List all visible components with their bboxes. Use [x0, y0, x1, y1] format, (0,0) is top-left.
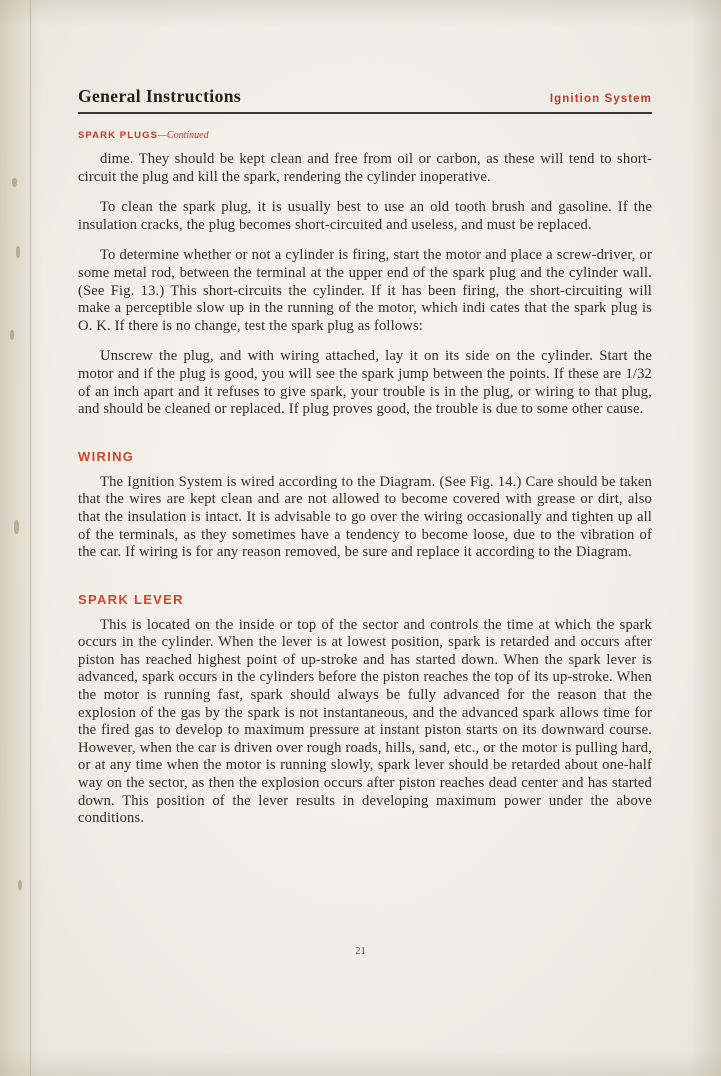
paragraph: This is located on the inside or top of the sector and controls the time at which the spark occurs in the cylinder. When the lever is at lowest position, spark is retarded and occurs after piston has reached highest point of up-stroke and has started down. When the spark lever is advanced, spark occurs in the cylinders before the piston reaches the top of its up-stroke. When the motor is running fast, spark should always be fully advanced for the reason that the explosion of the gas by the spark is not instantaneous, and the advanced spark allows time for the fired gas to develop to maximum pressure at instant piston starts on its downward course. However, when the car is driven over rough roads, hills, sand, etc., or the motor is pulling hard, or at any time when the motor is running slowly, spark lever should be retarded about one-half way on the sector, as then the explosion occurs after piston reaches dead center and has started down. This position of the lever results in developing maximum power under the above conditions.: [78, 616, 652, 827]
continued-subheading-suffix: —Continued: [158, 130, 209, 141]
paper-speck: [10, 330, 14, 340]
paper-speck: [18, 880, 22, 890]
paragraph: To determine whether or not a cylinder is firing, start the motor and place a screw-driver, or some metal rod, between the terminal at the upper end of the spark plug and the cylinder wall. (See Fig. 13.) This short-circuits the cylinder. If it has been firing, the short-circuiting will make a perceptible slow up in the running of the motor, which indi cates that the spark plug is O. K. If there is no change, test the spark plug as follows:: [78, 247, 652, 334]
paper-speck: [12, 178, 17, 187]
paragraph: The Ignition System is wired according to the Diagram. (See Fig. 14.) Care should be taken that the wires are kept clean and are not allowed to become covered with grease or dirt, also that the insulation is intact. It is advisable to go over the wiring occasionally and tighten up all of the terminals, as they sometimes have a tendency to become loose, due to the vibration of the car. If wiring is for any reason removed, be sure and replace it according to the Diagram.: [78, 473, 652, 561]
page-top-edge-shadow: [0, 0, 721, 26]
page-content: [78, 86, 652, 841]
paper-speck: [16, 246, 20, 258]
paragraph: dime. They should be kept clean and free from oil or carbon, as these will tend to short-circuit the plug and kill the spark, rendering the cylinder inoperative.: [78, 151, 652, 185]
section-heading-spark-lever: SPARK LEVER: [78, 591, 184, 607]
running-head-title: General Instructions: [78, 86, 242, 106]
continued-subheading-title: SPARK PLUGS: [78, 130, 159, 141]
page-spine-line: [30, 0, 31, 1076]
section-heading-wiring: WIRING: [78, 448, 135, 464]
paragraph: Unscrew the plug, and with wiring attached, lay it on its side on the cylinder. Start the motor and if the plug is good, you will see the spark jump between the points. If these are 1/32 of an inch apart and it refuses to give spark, your trouble is in the plug, or wiring to that plug, and should be cleaned or replaced. If plug proves good, the trouble is due to some other cause.: [78, 348, 652, 418]
page-left-edge-shadow: [0, 0, 42, 1076]
header-rule: [78, 112, 652, 114]
continued-subheading: [78, 130, 652, 141]
page-bottom-edge-shadow: [0, 1050, 721, 1076]
running-head-section: Ignition System: [549, 93, 652, 105]
page-number: 21: [355, 946, 366, 957]
paper-speck: [14, 520, 19, 534]
paragraph: To clean the spark plug, it is usually best to use an old tooth brush and gasoline. If the insulation cracks, the plug becomes short-circuited and useless, and must be replaced.: [78, 199, 652, 233]
page-right-edge-shadow: [691, 0, 721, 1076]
running-head: [78, 86, 652, 111]
